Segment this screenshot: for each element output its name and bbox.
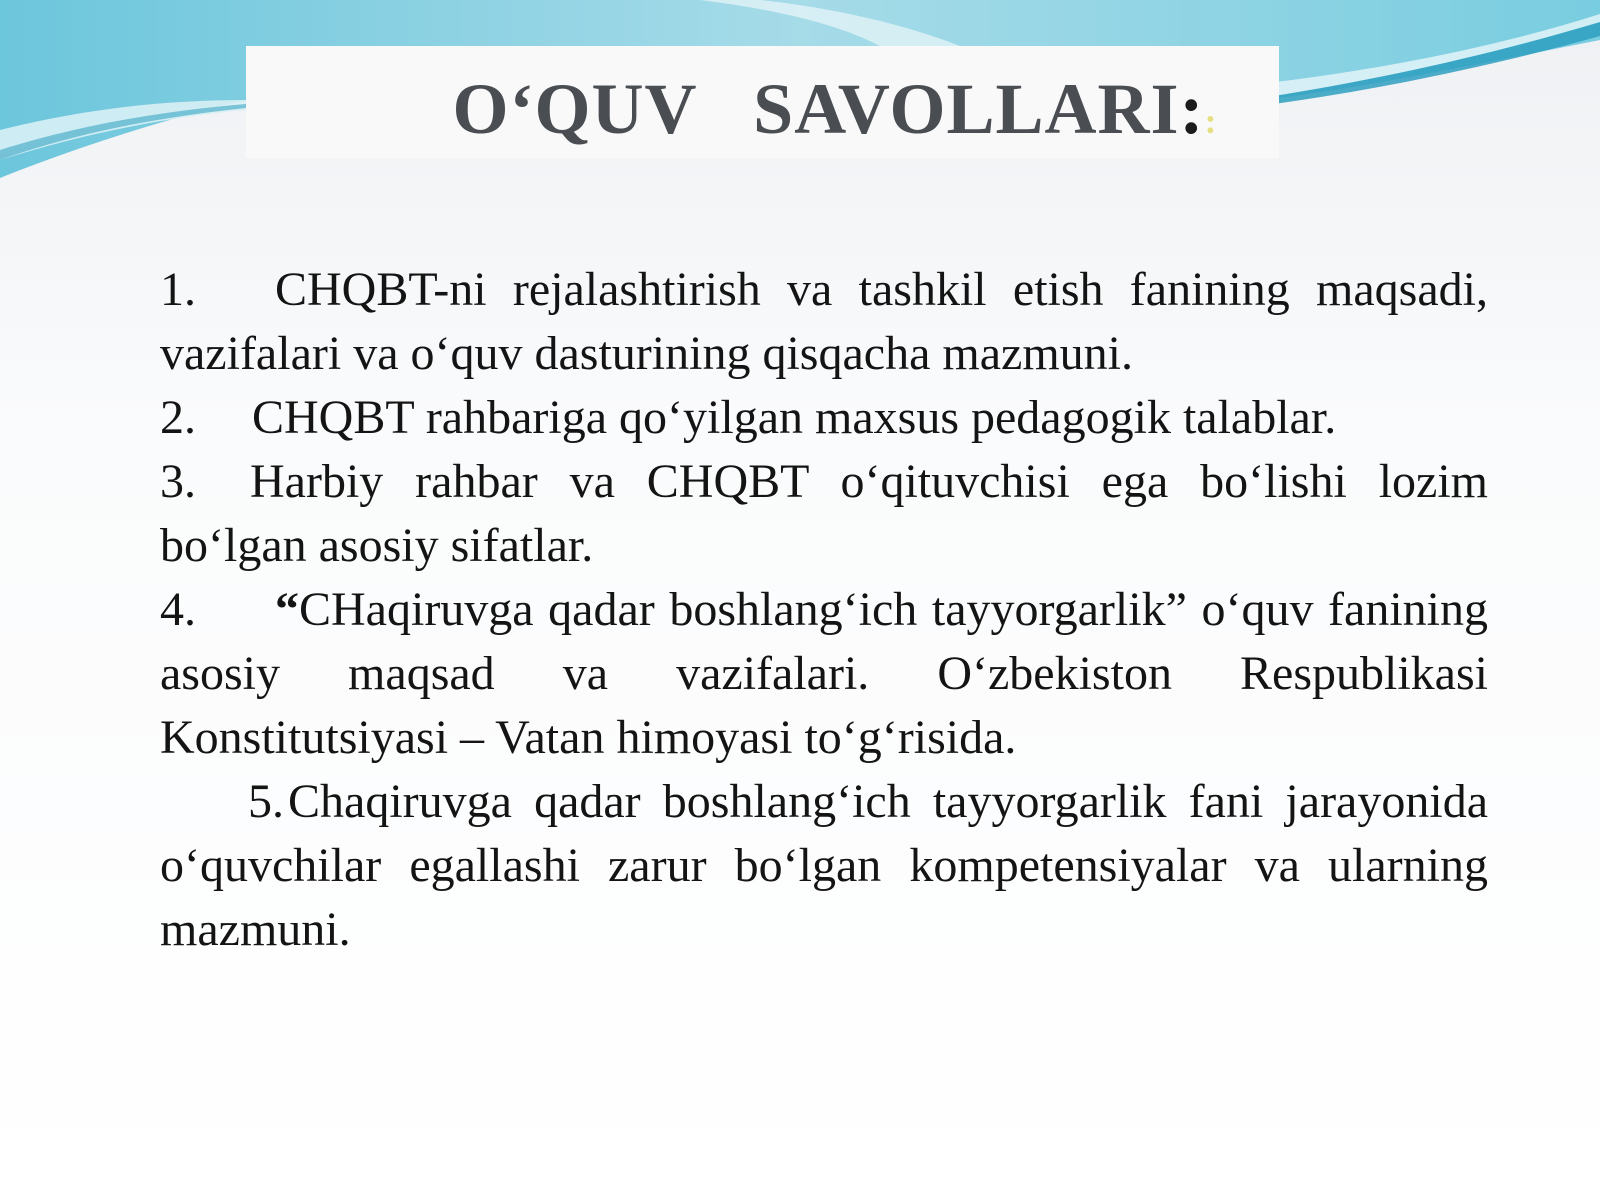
slide-title [0, 64, 1600, 166]
title-text: O‘QUV SAVOLLARI [452, 69, 1180, 149]
question-number: 5. [248, 775, 284, 828]
title-dot: : [1204, 101, 1218, 141]
question-text: CHQBT-ni rejalashtirish va tashkil etish fanining maqsadi, vazifalari va o‘quv dasturining qisqacha mazmuni. [160, 263, 1488, 380]
question-item [160, 258, 1488, 386]
question-text: Chaqiruvga qadar boshlang‘ich tayyorgarlik fani jarayonida o‘quvchilar egallashi zarur bo‘lgan kompetensiyalar va ularning mazmuni. [160, 775, 1488, 956]
question-text: CHQBT rahbariga qo‘yilgan maxsus pedagogik talablar. [252, 391, 1337, 444]
question-text: CHaqiruvga qadar boshlang‘ich tayyorgarlik” o‘quv fanining asosiy maqsad va vazifalari. O‘zbekiston Respublikasi Konstitutsiyasi – Vatan himoyasi to‘g‘risida. [160, 583, 1488, 764]
question-number: 1. [160, 263, 196, 316]
question-number: 3. [160, 455, 196, 508]
question-open-quote: “ [275, 583, 299, 636]
question-number: 4. [160, 583, 196, 636]
question-item [160, 578, 1488, 770]
title-colon: : [1179, 69, 1205, 149]
question-item [160, 450, 1488, 578]
question-text: Harbiy rahbar va CHQBT o‘qituvchisi ega bo‘lishi lozim bo‘lgan asosiy sifatlar. [160, 455, 1488, 572]
question-item [160, 770, 1488, 962]
question-number: 2. [160, 391, 196, 444]
questions-list [160, 258, 1488, 962]
question-item [160, 386, 1488, 450]
